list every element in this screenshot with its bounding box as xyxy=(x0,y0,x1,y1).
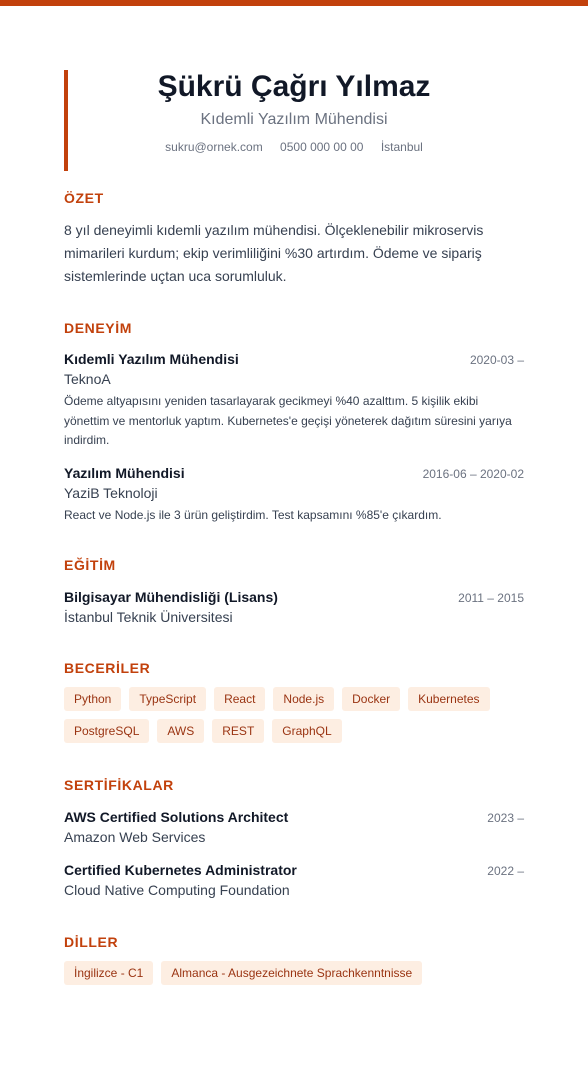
experience-company: TeknoA xyxy=(64,371,111,387)
phone-text[interactable]: 0500 000 00 00 xyxy=(280,140,364,154)
languages-list xyxy=(64,961,524,985)
city-text: İstanbul xyxy=(380,140,423,154)
certification-entry xyxy=(64,861,524,900)
languages-heading: DİLLER xyxy=(64,934,119,950)
certification-date: 2022 – xyxy=(487,864,524,878)
summary-heading: ÖZET xyxy=(64,190,104,206)
contact-info xyxy=(64,139,524,155)
person-name: Şükrü Çağrı Yılmaz xyxy=(157,70,431,103)
education-heading: EĞİTİM xyxy=(64,557,116,573)
education-date: 2011 – 2015 xyxy=(458,591,524,605)
certification-issuer: Amazon Web Services xyxy=(64,829,206,845)
skill-tag: PostgreSQL xyxy=(64,719,149,743)
certifications-section xyxy=(64,776,524,900)
skills-list xyxy=(64,687,524,743)
education-degree: Bilgisayar Mühendisliği (Lisans) xyxy=(64,589,278,605)
education-school: İstanbul Teknik Üniversitesi xyxy=(64,609,233,625)
skill-tag: Python xyxy=(64,687,121,711)
skills-heading: BECERİLER xyxy=(64,660,151,676)
top-accent-bar xyxy=(0,0,588,6)
education-section xyxy=(64,556,524,627)
experience-entry xyxy=(64,464,524,526)
skill-tag: AWS xyxy=(157,719,204,743)
language-tag: İngilizce - C1 xyxy=(64,961,153,985)
skill-tag: React xyxy=(214,687,265,711)
resume-header xyxy=(64,70,524,171)
skill-tag: TypeScript xyxy=(129,687,206,711)
experience-role: Kıdemli Yazılım Mühendisi xyxy=(64,351,239,367)
skill-tag: Docker xyxy=(342,687,400,711)
certification-entry xyxy=(64,808,524,847)
education-entry xyxy=(64,588,524,627)
experience-section xyxy=(64,319,524,525)
experience-description: React ve Node.js ile 3 ürün geliştirdim. Test kapsamını %85'e çıkardım. xyxy=(64,507,442,522)
experience-date: 2016-06 – 2020-02 xyxy=(422,466,524,481)
certification-date: 2023 – xyxy=(487,811,524,825)
job-title: Kıdemli Yazılım Mühendisi xyxy=(200,111,388,128)
experience-company: YaziB Teknoloji xyxy=(64,484,158,501)
certification-title: Certified Kubernetes Administrator xyxy=(64,862,297,878)
email-text[interactable]: sukru@ornek.com xyxy=(165,140,263,154)
language-tag: Almanca - Ausgezeichnete Sprachkenntnisse xyxy=(161,961,422,985)
skill-tag: Node.js xyxy=(273,687,334,711)
skill-tag: GraphQL xyxy=(272,719,341,743)
experience-date: 2020-03 – xyxy=(469,353,524,367)
skill-tag: Kubernetes xyxy=(408,687,489,711)
experience-entry xyxy=(64,350,524,451)
resume-page xyxy=(64,70,524,985)
skills-section xyxy=(64,659,524,743)
experience-heading: DENEYİM xyxy=(64,320,132,336)
experience-description: Ödeme altyapısını yeniden tasarlayarak gecikmeyi %40 azalttım. 5 kişilik ekibi yönettim ve mentorluk yaptım. Kubernetes'e geçişi yöneterek dağıtım süresini yarıya indirdim. xyxy=(64,394,512,447)
summary-text: 8 yıl deneyimli kıdemli yazılım mühendisi. Ölçeklenebilir mikroservis mimarileri kurdum; ekip verimliliğini %30 artırdım. Ödeme ve sipariş sistemlerinde uçtan uca sorumluluk. xyxy=(64,222,484,284)
languages-section xyxy=(64,933,524,985)
certifications-heading: SERTİFİKALAR xyxy=(64,777,174,793)
skill-tag: REST xyxy=(212,719,264,743)
certification-issuer: Cloud Native Computing Foundation xyxy=(64,882,290,898)
summary-section xyxy=(64,189,524,288)
experience-role: Yazılım Mühendisi xyxy=(64,464,185,481)
certification-title: AWS Certified Solutions Architect xyxy=(64,809,289,825)
